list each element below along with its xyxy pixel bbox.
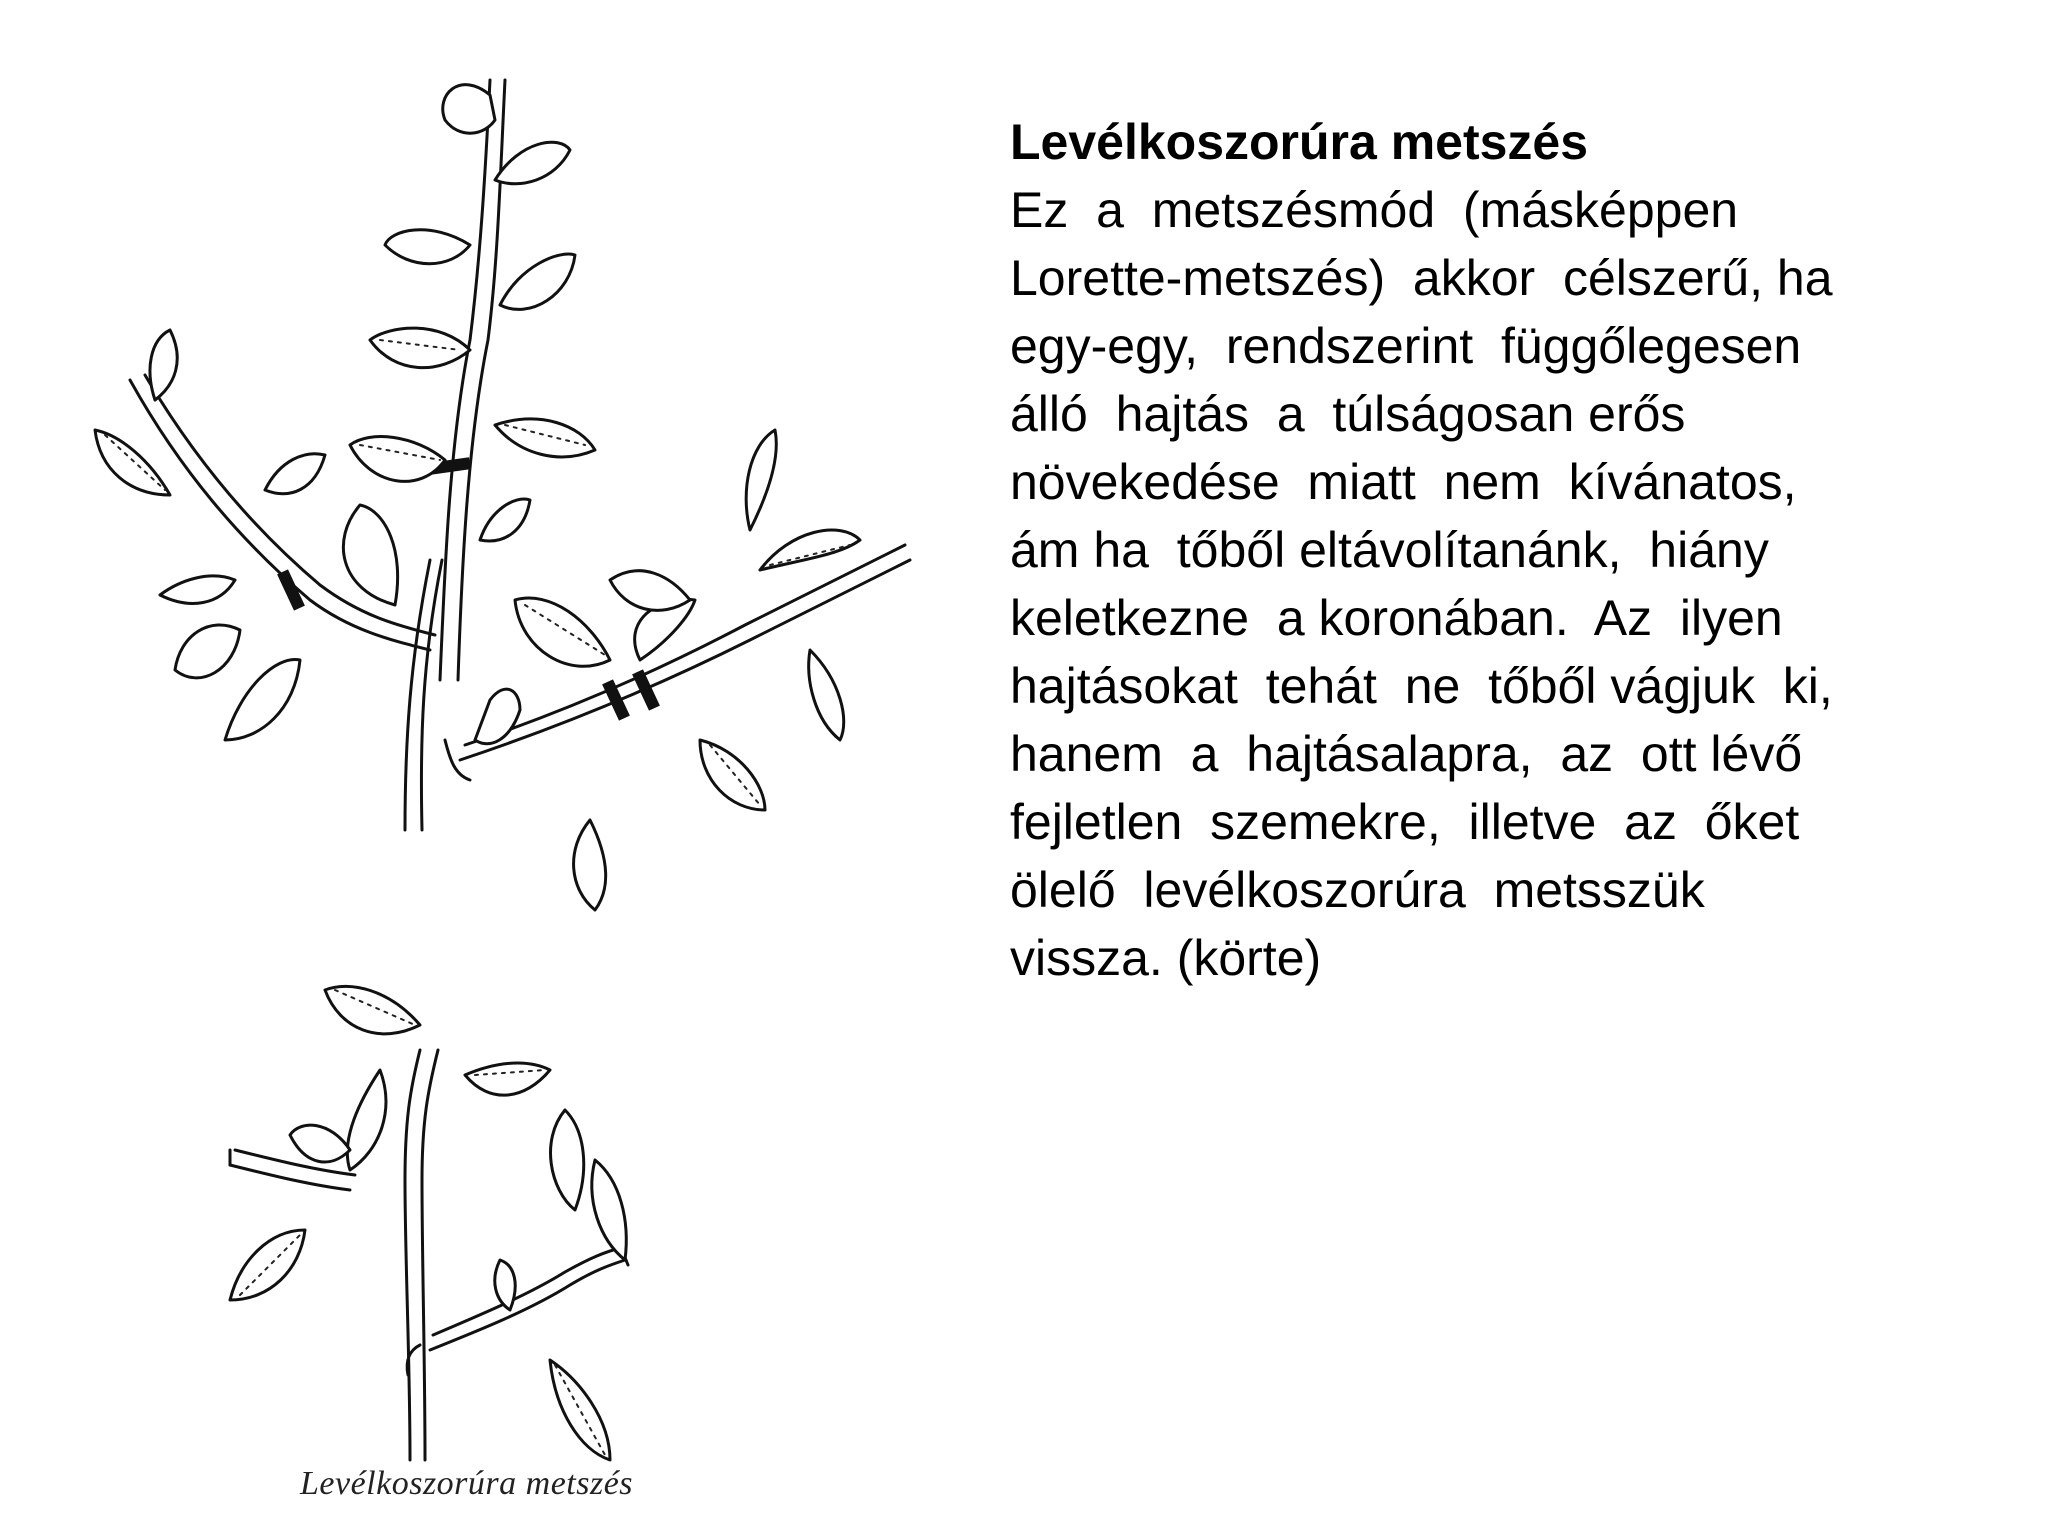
body-line: egy-egy, rendszerint függőlegesen	[1010, 318, 1802, 374]
body-line: növekedése miatt nem kívánatos,	[1010, 454, 1797, 510]
body-line: keletkezne a koronában. Az ilyen	[1010, 590, 1783, 646]
body-line: hanem a hajtásalapra, az ott lévő	[1010, 726, 1803, 782]
body-line: Ez a metszésmód (másképpen	[1010, 182, 1739, 238]
branch-drawing-icon	[50, 40, 950, 1520]
illustration-caption: Levélkoszorúra metszés	[300, 1465, 634, 1502]
pruning-illustration	[50, 40, 950, 1520]
body-line: hajtásokat tehát ne tőből vágjuk ki,	[1010, 658, 1833, 714]
section-title: Levélkoszorúra metszés	[1010, 114, 1589, 170]
text-block	[1010, 108, 2010, 992]
body-line: álló hajtás a túlságosan erős	[1010, 386, 1686, 442]
body-line: vissza. (körte)	[1010, 930, 1322, 986]
body-line: Lorette-metszés) akkor célszerű, ha	[1010, 250, 1833, 306]
body-line: ám ha tőből eltávolítanánk, hiány	[1010, 522, 1769, 578]
body-line: ölelő levélkoszorúra metsszük	[1010, 862, 1705, 918]
body-line: fejletlen szemekre, illetve az őket	[1010, 794, 1800, 850]
